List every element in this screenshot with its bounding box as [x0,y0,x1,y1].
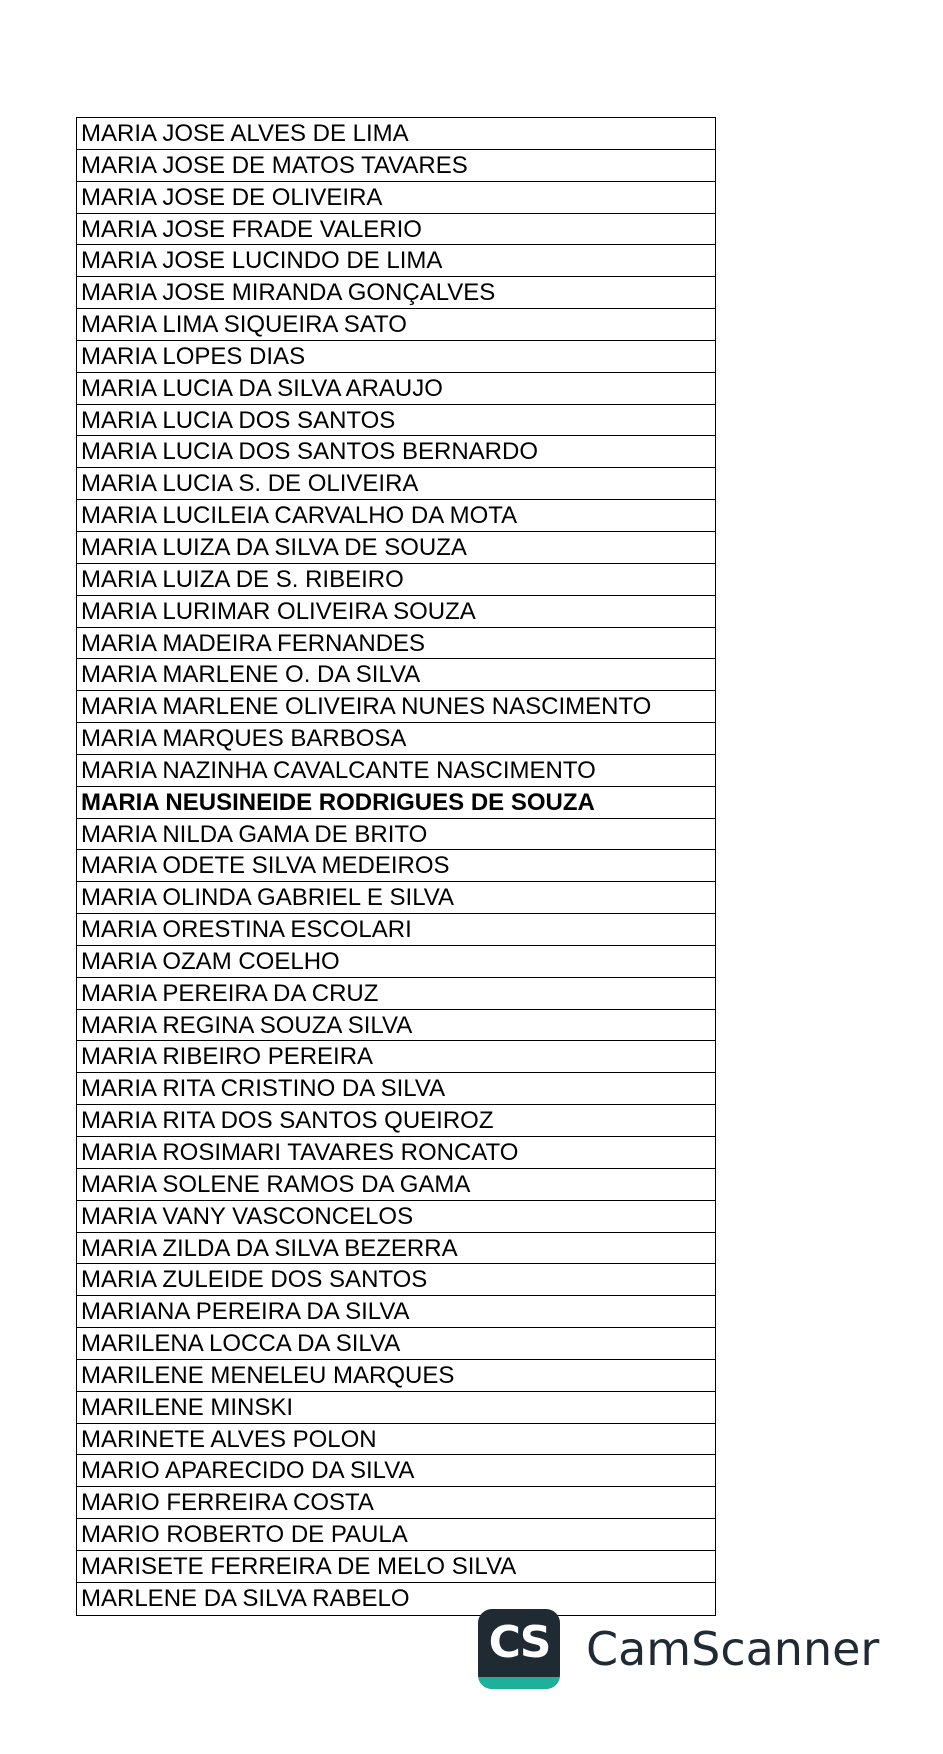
table-row: MARIA OLINDA GABRIEL E SILVA [77,882,715,914]
brand-name: CamScanner [586,1622,880,1676]
table-row: MARIA JOSE LUCINDO DE LIMA [77,245,715,277]
table-row: MARINETE ALVES POLON [77,1424,715,1456]
table-row: MARIA MADEIRA FERNANDES [77,628,715,660]
table-row: MARIANA PEREIRA DA SILVA [77,1296,715,1328]
table-row: MARIA LUCIA DOS SANTOS BERNARDO [77,436,715,468]
logo-accent-bar [478,1677,560,1689]
table-row: MARIA JOSE ALVES DE LIMA [77,118,715,150]
table-row: MARIA ZILDA DA SILVA BEZERRA [77,1233,715,1265]
table-row: MARIO APARECIDO DA SILVA [77,1455,715,1487]
table-row: MARIA ROSIMARI TAVARES RONCATO [77,1137,715,1169]
table-row: MARIA OZAM COELHO [77,946,715,978]
table-row: MARIA MARQUES BARBOSA [77,723,715,755]
table-row: MARIA REGINA SOUZA SILVA [77,1010,715,1042]
table-row: MARIA JOSE DE MATOS TAVARES [77,150,715,182]
names-table [76,117,716,1616]
table-row: MARIA LURIMAR OLIVEIRA SOUZA [77,596,715,628]
table-row: MARIA RITA DOS SANTOS QUEIROZ [77,1105,715,1137]
table-row: MARIA JOSE DE OLIVEIRA [77,182,715,214]
table-row: MARIA LIMA SIQUEIRA SATO [77,309,715,341]
table-row: MARIA NEUSINEIDE RODRIGUES DE SOUZA [77,787,715,819]
camscanner-logo-icon [478,1609,560,1689]
table-row: MARIA LOPES DIAS [77,341,715,373]
table-row: MARIA LUCIA S. DE OLIVEIRA [77,468,715,500]
logo-text: CS [488,1617,550,1668]
table-row: MARIA RITA CRISTINO DA SILVA [77,1073,715,1105]
table-row: MARIA VANY VASCONCELOS [77,1201,715,1233]
table-row: MARILENE MENELEU MARQUES [77,1360,715,1392]
table-row: MARILENE MINSKI [77,1392,715,1424]
table-row: MARIA LUCIA DA SILVA ARAUJO [77,373,715,405]
table-row: MARIA ORESTINA ESCOLARI [77,914,715,946]
table-row: MARIA JOSE FRADE VALERIO [77,214,715,246]
table-row: MARLENE DA SILVA RABELO [81,1584,410,1612]
table-row: MARIA MARLENE O. DA SILVA [77,659,715,691]
table-row: MARIA ZULEIDE DOS SANTOS [77,1264,715,1296]
table-row: MARIA LUIZA DA SILVA DE SOUZA [77,532,715,564]
table-row: MARIA RIBEIRO PEREIRA [77,1041,715,1073]
table-row: MARIA LUCIA DOS SANTOS [77,405,715,437]
table-row: MARIA NAZINHA CAVALCANTE NASCIMENTO [77,755,715,787]
table-row: MARIO ROBERTO DE PAULA [77,1519,715,1551]
table-row: MARIA LUIZA DE S. RIBEIRO [77,564,715,596]
table-row: MARISETE FERREIRA DE MELO SILVA [77,1551,715,1583]
table-row: MARIA MARLENE OLIVEIRA NUNES NASCIMENTO [77,691,715,723]
table-row: MARIA JOSE MIRANDA GONÇALVES [77,277,715,309]
table-row: MARIA SOLENE RAMOS DA GAMA [77,1169,715,1201]
table-row: MARIA ODETE SILVA MEDEIROS [77,850,715,882]
table-row: MARIA NILDA GAMA DE BRITO [77,819,715,851]
camscanner-watermark [478,1609,879,1689]
table-row: MARIO FERREIRA COSTA [77,1487,715,1519]
table-row: MARIA LUCILEIA CARVALHO DA MOTA [77,500,715,532]
table-row: MARILENA LOCCA DA SILVA [77,1328,715,1360]
table-row: MARIA PEREIRA DA CRUZ [77,978,715,1010]
